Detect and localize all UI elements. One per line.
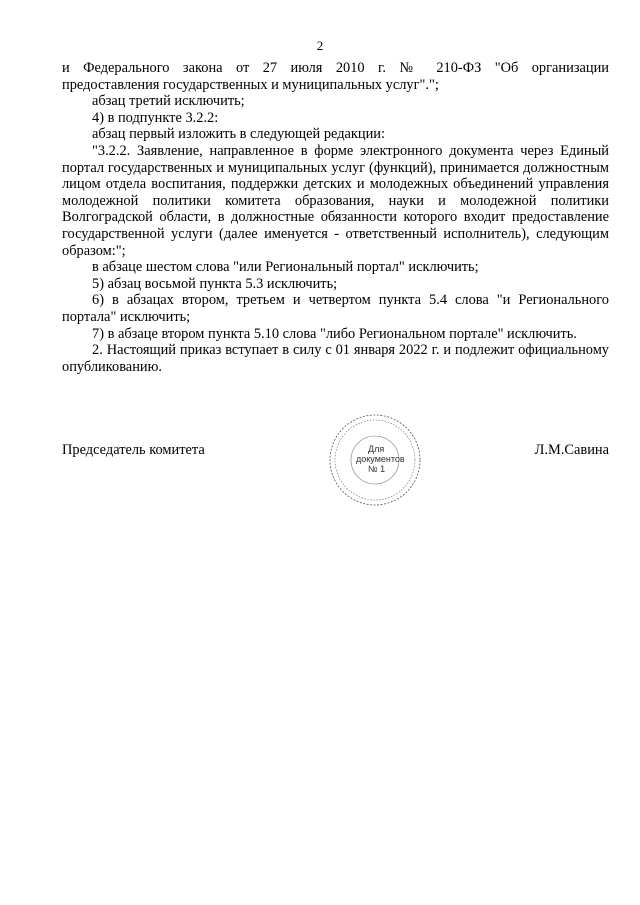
paragraph: "3.2.2. Заявление, направленное в форме электронного документа через Единый портал государственных и муниципальных услуг (функций), принимается должностным лицом отдела воспитания, поддержки детских и молодежных объединений управления молодежной политики комитета образования, науки и молодежной политики Волгоградской области, в должностные обязанности которого входит предоставление государственной услуги (далее именуется - ответственный исполнитель), следующим образом:";	[62, 142, 609, 259]
page-number: 2	[316, 38, 324, 53]
paragraph: 4) в подпункте 3.2.2:	[92, 109, 219, 126]
signatory-name: Л.М.Савина	[534, 442, 609, 458]
paragraph: 5) абзац восьмой пункта 5.3 исключить;	[92, 275, 338, 292]
signatory-position: Председатель комитета	[62, 442, 205, 458]
paragraph: 7) в абзаце втором пункта 5.10 слова "либо Региональном портале" исключить.	[92, 325, 577, 342]
stamp-line-2: документов	[356, 454, 405, 464]
document-body	[62, 60, 609, 375]
stamp-line-1: Для	[368, 444, 385, 454]
paragraph: абзац третий исключить;	[92, 93, 245, 110]
paragraph: 6) в абзацах втором, третьем и четвертом пункта 5.4 слова "и Регионального портала" исключить;	[62, 292, 609, 325]
paragraph: предоставления государственных и муниципальных услуг".";	[62, 76, 439, 93]
signature-block	[62, 442, 609, 462]
paragraph: в абзаце шестом слова "или Региональный портал" исключить;	[92, 259, 479, 276]
paragraph: абзац первый изложить в следующей редакции:	[92, 126, 386, 143]
paragraph: 2. Настоящий приказ вступает в силу с 01 января 2022 г. и подлежит официальному опубликованию.	[62, 342, 609, 375]
stamp-line-3: № 1	[368, 464, 386, 474]
paragraph: и Федерального закона от 27 июля 2010 г. № 210-ФЗ "Об организации	[62, 60, 609, 76]
